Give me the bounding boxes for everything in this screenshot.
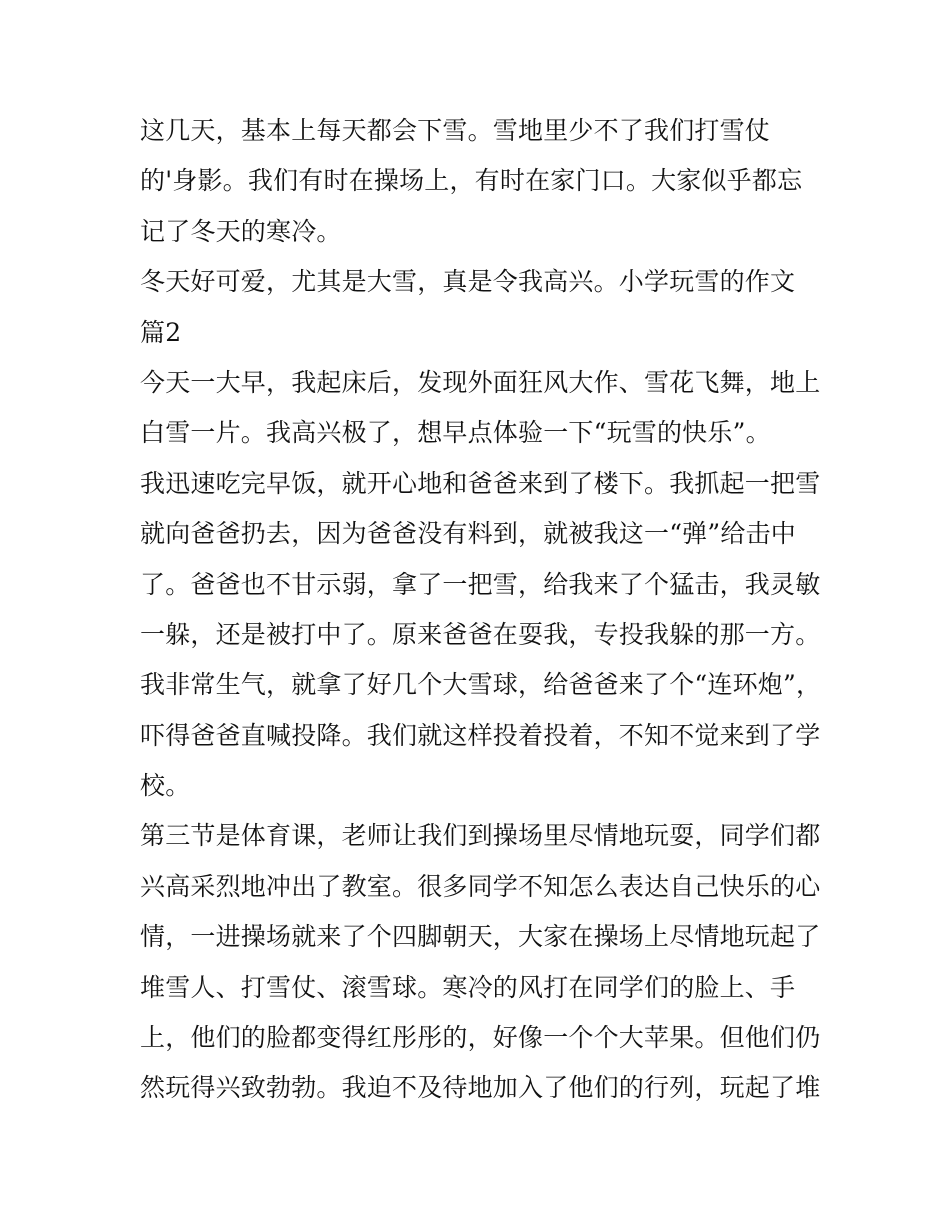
text-line: 情，一进操场就来了个四脚朝天，大家在操场上尽情地玩起了 [140,922,821,952]
text-line: 一躲，还是被打中了。原来爸爸在耍我，专投我躲的那一方。 [140,619,821,649]
text-line: 记了冬天的寒冷。 [140,216,342,246]
text-line: 我迅速吃完早饭，就开心地和爸爸来到了楼下。我抓起一把雪 [140,468,821,498]
text-line: 这几天，基本上每天都会下雪。雪地里少不了我们打雪仗 [140,116,771,145]
text-line: 吓得爸爸直喊投降。我们就这样投着投着，不知不觉来到了学 [140,720,821,750]
essay-body [140,106,820,1114]
text-line: 今天一大早，我起床后，发现外面狂风大作、雪花飞舞，地上 [140,367,821,397]
text-line: 校。 [140,771,191,801]
section-heading: 篇2 [140,317,182,347]
text-line: 第三节是体育课，老师让我们到操场里尽情地玩耍，同学们都 [140,821,821,851]
text-line: 就向爸爸扔去，因为爸爸没有料到，就被我这一“弹”给击中 [140,519,796,549]
text-line: 的'身影。我们有时在操场上，有时在家门口。大家似乎都忘 [140,166,803,196]
text-line: 白雪一片。我高兴极了，想早点体验一下“玩雪的快乐”。 [140,418,771,448]
text-line: 冬天好可爱，尤其是大雪，真是令我高兴。小学玩雪的作文 [140,267,796,297]
text-line: 堆雪人、打雪仗、滚雪球。寒冷的风打在同学们的脸上、手 [140,972,796,1002]
text-line: 兴高采烈地冲出了教室。很多同学不知怎么表达自己快乐的心 [140,871,821,901]
text-line: 我非常生气，就拿了好几个大雪球，给爸爸来了个“连环炮”， [140,670,822,700]
text-line: 上，他们的脸都变得红彤彤的，好像一个个大苹果。但他们仍 [140,1023,821,1053]
text-line: 然玩得兴致勃勃。我迫不及待地加入了他们的行列，玩起了堆 [140,1073,821,1103]
text-line: 了。爸爸也不甘示弱，拿了一把雪，给我来了个猛击，我灵敏 [140,569,821,599]
